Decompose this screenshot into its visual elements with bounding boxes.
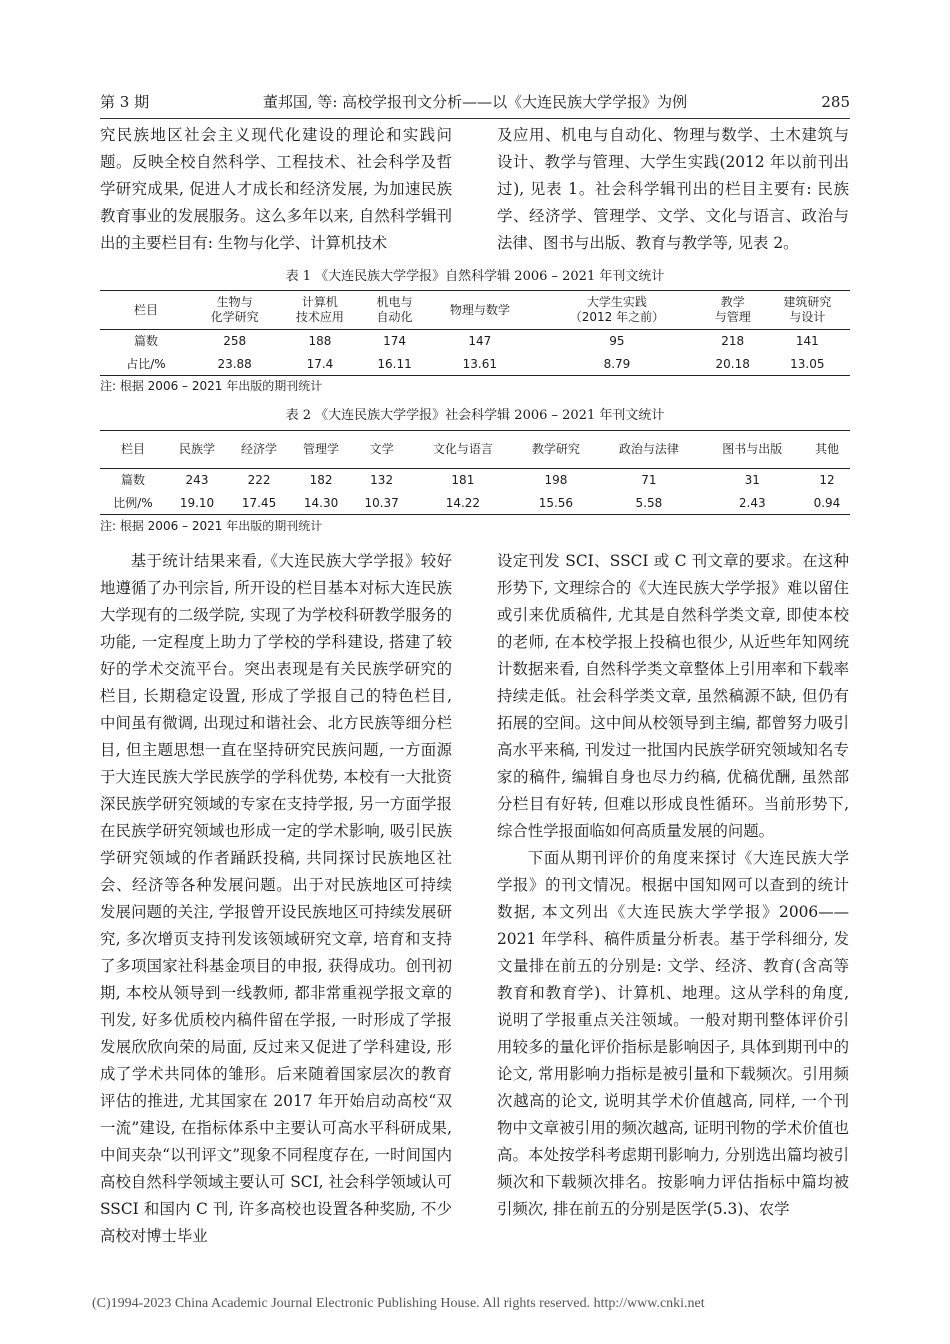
table-cell: 132 <box>370 473 394 488</box>
table-row <box>100 469 850 493</box>
body-left-column <box>100 548 452 1250</box>
table2 <box>100 430 850 515</box>
table2-header-cell: 政治与法律 <box>618 442 679 456</box>
table-cell: 218 <box>721 334 745 349</box>
table1-header-cell: 教学 与管理 <box>714 295 751 324</box>
table-cell: 15.56 <box>538 495 574 510</box>
table-cell: 14.30 <box>303 495 339 510</box>
table2-header-cell: 管理学 <box>303 442 340 456</box>
table1-header-cell: 物理与数学 <box>449 302 510 317</box>
table-cell: 篇数 <box>133 334 158 349</box>
table-cell: 0.94 <box>813 495 841 510</box>
table2-header-cell: 教学研究 <box>531 442 580 456</box>
table1-header-cell: 机电与 自动化 <box>376 295 413 324</box>
table-cell: 篇数 <box>120 473 145 488</box>
table-cell: 20.18 <box>715 356 750 371</box>
table1-note: 注: 根据 2006 – 2021 年出版的期刊统计 <box>100 379 323 393</box>
table2-header-cell: 文学 <box>369 442 394 456</box>
table-row <box>100 330 850 354</box>
table-cell: 13.05 <box>790 356 825 371</box>
header-rule <box>100 118 850 119</box>
table2-caption: 表 2 《大连民族大学学报》社会科学辑 2006 – 2021 年刊文统计 <box>285 408 665 423</box>
table-cell: 8.79 <box>603 356 631 371</box>
table1-header-cell: 建筑研究 与设计 <box>783 295 832 324</box>
running-title: 董邦国, 等: 高校学报刊文分析——以《大连民族大学学报》为例 <box>262 93 688 111</box>
table2-header-cell: 栏目 <box>120 442 145 456</box>
top-left-paragraph: 究民族地区社会主义现代化建设的理论和实践问题。反映全校自然科学、工程技术、社会科学及哲学研究成果, 促进人才成长和经济发展, 为加速民族教育事业的发展服务。这么多年以来, 自然科学辑刊出的主要栏目有: 生物与化学、计算机技术 <box>100 126 452 252</box>
body-paragraph: 设定刊发 SCI、SSCI 或 C 刊文章的要求。在这种形势下, 文理综合的《大连民族大学学报》难以留住或引来优质稿件, 尤其是自然科学类文章, 即使本校的老师, 在本校学报上投稿也很少, 从近些年知网统计数据来看, 自然科学类文章整体上引用率和下载率持续走低。社会科学类文章, 虽然稿源不缺, 但仍有拓展的空间。这中间从校领导到主编, 都曾努力吸引高水平来稿, 刊发过一批国内民族学研究领域知名专家的稿件, 编辑自身也尽力约稿, 优稿优酬, 虽然部分栏目有好转, 但难以形成良性循环。当前形势下, 综合性学报面临如何高质量发展的问题。 <box>497 552 849 840</box>
issue-number: 第 3 期 <box>100 93 150 111</box>
table-cell: 258 <box>223 334 247 349</box>
table-cell: 23.88 <box>217 356 252 371</box>
table2-header-row <box>100 431 850 469</box>
table2-header-cell: 民族学 <box>179 442 216 456</box>
table-cell: 31 <box>744 473 760 488</box>
top-right-column <box>497 122 849 257</box>
table-cell: 95 <box>609 334 625 349</box>
table-cell: 141 <box>795 334 819 349</box>
copyright-footer: (C)1994-2023 China Academic Journal Electronic Publishing House. All rights reserved. http://www.cnki.net <box>92 1296 705 1311</box>
table-cell: 10.37 <box>364 495 399 510</box>
table2-header-cell: 图书与出版 <box>722 442 783 456</box>
table2-note: 注: 根据 2006 – 2021 年出版的期刊统计 <box>100 519 323 533</box>
table-cell: 71 <box>641 473 657 488</box>
table-cell: 占比/% <box>126 356 166 371</box>
table-cell: 16.11 <box>377 356 412 371</box>
table1 <box>100 290 850 376</box>
table-cell: 182 <box>309 473 333 488</box>
table-cell: 147 <box>468 334 492 349</box>
page-number: 285 <box>821 93 850 111</box>
table-cell: 14.22 <box>445 495 481 510</box>
table1-header-cell: 计算机 技术应用 <box>295 295 344 324</box>
table2-header-cell: 文化与语言 <box>432 442 493 456</box>
top-right-paragraph: 及应用、机电与自动化、物理与数学、土木建筑与设计、教学与管理、大学生实践(2012 年以前刊出过), 见表 1。社会科学辑刊出的栏目主要有: 民族学、经济学、管理学、文学、文化与语言、政治与法律、图书与出版、教育与教学等, 见表 2。 <box>497 126 849 252</box>
table1-header-cell: 栏目 <box>133 302 158 317</box>
body-right-column <box>497 548 849 1223</box>
table-cell: 243 <box>185 473 209 488</box>
table-cell: 198 <box>544 473 568 488</box>
table-cell: 17.4 <box>306 356 334 371</box>
table-cell: 17.45 <box>241 495 277 510</box>
table-cell: 19.10 <box>179 495 215 510</box>
table2-header-cell: 其他 <box>814 442 839 456</box>
body-paragraph: 基于统计结果来看,《大连民族大学学报》较好地遵循了办刊宗旨, 所开设的栏目基本对标大连民族大学现有的二级学院, 实现了为学校科研教学服务的功能, 一定程度上助力了学校的学科建设, 搭建了较好的学术交流平台。突出表现是有关民族学研究的栏目, 长期稳定设置, 形成了学报自己的特色栏目, 中间虽有微调, 出现过和谐社会、北方民族等细分栏目, 但主题思想一直在坚持研究民族问题, 一方面源于大连民族大学民族学的学科优势, 本校有一大批资深民族学研究领域的专家在支持学报, 另一方面学报在民族学研究领域也形成一定的学术影响, 吸引民族学研究领域的作者踊跃投稿, 共同探讨民族地区社会、经济等各种发展问题。出于对民族地区可持续发展问题的关注, 学报曾开设民族地区可持续发展研究, 多次增页支持刊发该领域研究文章, 培育和支持了多项国家社科基金项目的申报, 获得成功。创刊初期, 本校从领导到一线教师, 都非常重视学报文章的刊发, 好多优质校内稿件留在学报, 一时形成了学报发展欣欣向荣的局面, 反过来又促进了学科建设, 形成了学术共同体的雏形。后来随着国家层次的教育评估的推进, 尤其国家在 2017 年开始启动高校“双一流”建设, 在指标体系中主要认可高水平科研成果, 中间夹杂“以刊评文”现象不同程度存在, 一时间国内高校自然科学领域主要认可 SCI, 社会科学领域认可 SSCI 和国内 C 刊, 许多高校也设置各种奖励, 不少高校对博士毕业 <box>100 552 452 1245</box>
table-row <box>100 354 850 376</box>
table-cell: 222 <box>247 473 271 488</box>
table-row <box>100 493 850 515</box>
table-cell: 12 <box>819 473 835 488</box>
table-cell: 188 <box>308 334 332 349</box>
table1-header-cell: 大学生实践 （2012 年之前） <box>569 295 665 324</box>
table-cell: 181 <box>451 473 475 488</box>
table1-header-row <box>100 291 850 330</box>
table1-header-cell: 生物与 化学研究 <box>210 295 259 324</box>
table-cell: 5.58 <box>635 495 663 510</box>
table-cell: 比例/% <box>113 495 153 510</box>
table-cell: 13.61 <box>462 356 497 371</box>
top-left-column <box>100 122 452 257</box>
table2-header-cell: 经济学 <box>241 442 278 456</box>
body-paragraph: 下面从期刊评价的角度来探讨《大连民族大学学报》的刊文情况。根据中国知网可以查到的统计数据, 本文列出《大连民族大学学报》2006——2021 年学科、稿件质量分析表。基于学科细分, 发文量排在前五的分别是: 文学、经济、教育(含高等教育和教育学)、计算机、地理。这从学科的角度, 说明了学报重点关注领域。一般对期刊整体评价引用较多的量化评价指标是影响因子, 具体到期刊中的论文, 常用影响力指标是被引量和下载频次。引用频次越高的论文, 说明其学术价值越高, 同样, 一个刊物中文章被引用的频次越高, 证明刊物的学术价值也高。本处按学科考虑期刊影响力, 分别选出篇均被引频次和下载频次排名。按影响力评估指标中篇均被引频次, 排在前五的分别是医学(5.3)、农学 <box>497 849 849 1218</box>
table1-caption: 表 1 《大连民族大学学报》自然科学辑 2006 – 2021 年刊文统计 <box>285 269 665 284</box>
table-cell: 2.43 <box>738 495 766 510</box>
table-cell: 174 <box>383 334 406 349</box>
running-header <box>100 90 850 114</box>
